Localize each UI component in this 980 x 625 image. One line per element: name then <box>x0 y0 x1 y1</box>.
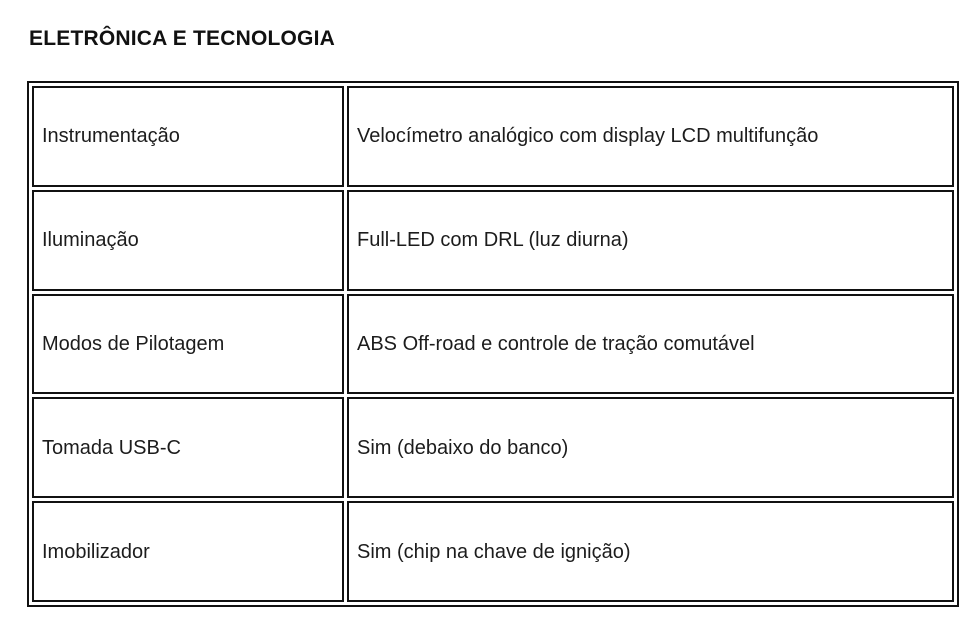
table-row <box>32 501 954 602</box>
spec-value: Velocímetro analógico com display LCD multifunção <box>347 86 954 187</box>
spec-table <box>27 81 959 607</box>
spec-value: ABS Off-road e controle de tração comutável <box>347 294 954 395</box>
table-row <box>32 397 954 498</box>
table-row <box>32 294 954 395</box>
spec-value: Sim (debaixo do banco) <box>347 397 954 498</box>
spec-label: Modos de Pilotagem <box>32 294 344 395</box>
spec-label: Iluminação <box>32 190 344 291</box>
spec-label: Instrumentação <box>32 86 344 187</box>
spec-label: Imobilizador <box>32 501 344 602</box>
section-title: ELETRÔNICA E TECNOLOGIA <box>29 27 335 50</box>
table-row <box>32 190 954 291</box>
spec-label: Tomada USB-C <box>32 397 344 498</box>
spec-value: Full-LED com DRL (luz diurna) <box>347 190 954 291</box>
spec-value: Sim (chip na chave de ignição) <box>347 501 954 602</box>
table-row <box>32 86 954 187</box>
